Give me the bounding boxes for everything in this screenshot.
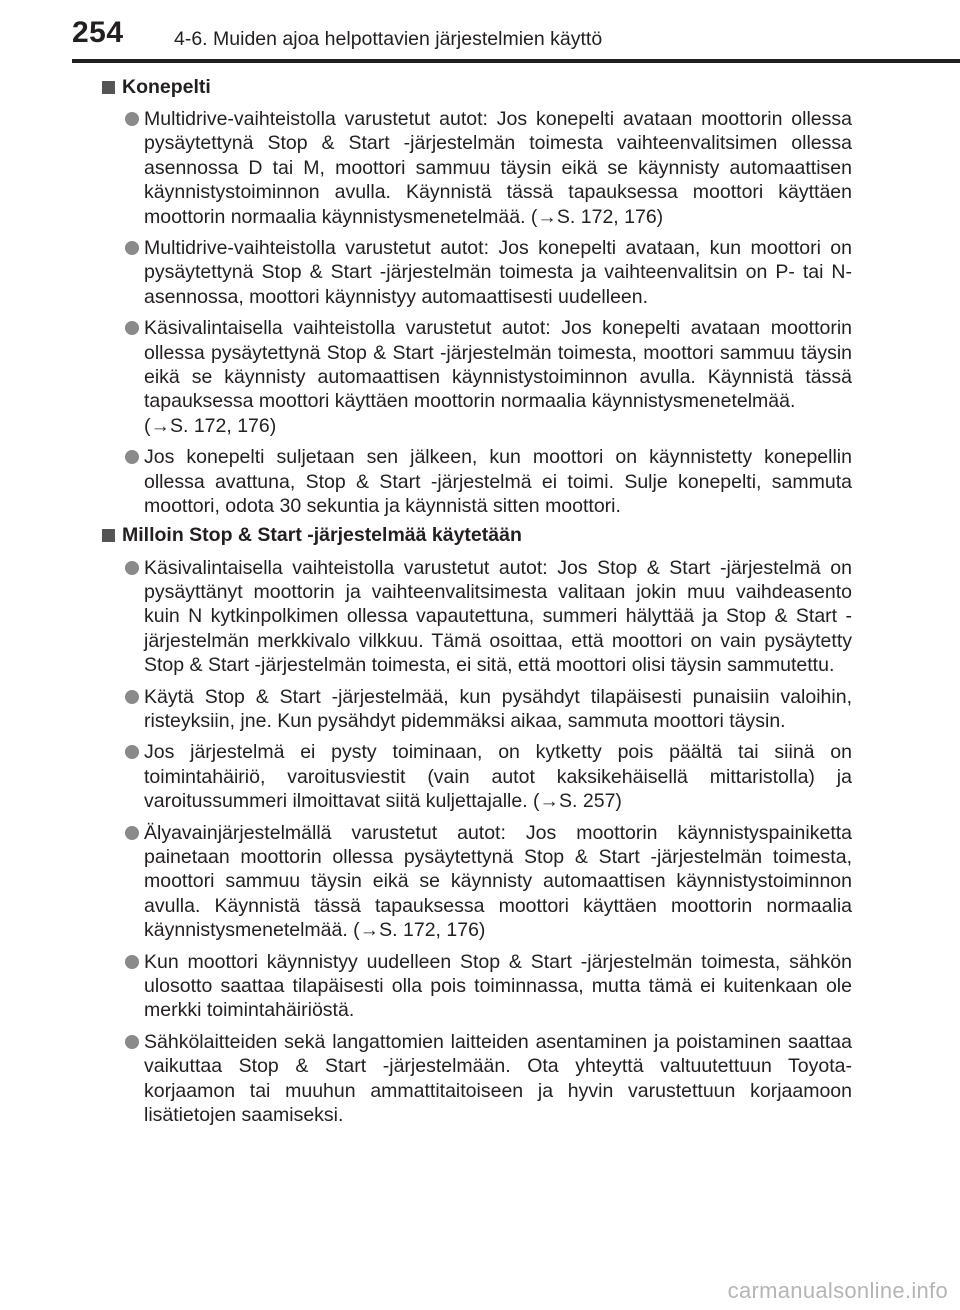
- page-content: [102, 70, 852, 1127]
- list-item: [102, 1030, 852, 1128]
- list-item-text: Multidrive-vaihteistolla varustetut autot: Jos konepelti avataan, kun moottori on pysäytettynä Stop & Start -järjestelmän toimesta ja vaihteenvalitsin on P- tai N-asennossa, moottori käynnistyy automaattisesti uudelleen.: [144, 237, 852, 308]
- square-bullet-icon: [102, 81, 115, 94]
- list-item: [102, 740, 852, 813]
- list-item: [102, 556, 852, 678]
- section-heading: [102, 523, 852, 549]
- circle-bullet-icon: [125, 690, 139, 704]
- circle-bullet-icon: [125, 745, 139, 759]
- section-heading-text: Konepelti: [122, 75, 211, 98]
- list-item-text: Käsivalintaisella vaihteistolla varustetut autot: Jos Stop & Start -järjestelmä on pysäyttänyt moottorin ja vaihteenvalitsimesta valitaan jokin muu vaihdeasento kuin N kytkinpolkimen ollessa vapautettuna, summeri hälyttää ja Stop & Start -järjestelmän merkkivalo vilkkuu. Tämä osoittaa, että moottori on vain pysäytetty Stop & Start -järjestelmän toimesta, ei sitä, että moottori olisi täysin sammutettu.: [144, 556, 852, 677]
- list-item-text: Jos järjestelmä ei pysty toiminaan, on kytketty pois päältä tai siinä on toimintahäiriö, varoitusviestit (vain autot kaksikehäisellä mittaristolla) ja varoitussummeri ilmoittavat siitä kuljettajalle. (→S. 257): [144, 741, 852, 813]
- list-item-text: Jos konepelti suljetaan sen jälkeen, kun moottori on käynnistetty konepellin ollessa avattuna, Stop & Start -järjestelmä ei toimi. Sulje konepelti, sammuta moottori, odota 30 sekuntia ja käynnistä sitten moottori.: [144, 446, 852, 518]
- circle-bullet-icon: [125, 450, 139, 464]
- circle-bullet-icon: [125, 561, 139, 575]
- circle-bullet-icon: [125, 112, 139, 126]
- square-bullet-icon: [102, 529, 115, 542]
- list-item-text: Käytä Stop & Start -järjestelmää, kun pysähdyt tilapäisesti punaisiin valoihin, risteyksiin, jne. Kun pysähdyt pidemmäksi aikaa, sammuta moottori täysin.: [144, 685, 852, 732]
- page-header-title: 4-6. Muiden ajoa helpottavien järjestelmien käyttö: [174, 28, 603, 50]
- list-item: [102, 316, 852, 438]
- list-item: [102, 445, 852, 518]
- list-item-text: Älyavainjärjestelmällä varustetut autot: Jos moottorin käynnistyspainiketta painetaan moottorin ollessa pysäytettynä Stop & Start -järjestelmän toimesta, moottori sammuu täysin eikä se käynnisty automaattisen käynnistystoiminnon avulla. Käynnistä tässä tapauksessa moottori käyttäen moottorin normaalia käynnistysmenetelmää. (→S. 172, 176): [144, 821, 852, 942]
- circle-bullet-icon: [125, 826, 139, 840]
- list-item-text: Multidrive-vaihteistolla varustetut autot: Jos konepelti avataan moottorin ollessa pysäytettynä Stop & Start -järjestelmän toimesta vaihteenvalitsimen ollessa asennossa D tai M, moottori sammuu täysin eikä se käynnisty automaattisen käynnistystoiminnon avulla. Käynnistä tässä tapauksessa moottori käyttäen moottorin normaalia käynnistysmenetelmää. (→S. 172, 176): [144, 108, 852, 228]
- list-item: [102, 685, 852, 734]
- list-item: [102, 950, 852, 1023]
- header-rule: [72, 59, 960, 63]
- list-item: [102, 821, 852, 943]
- list-item-text: Käsivalintaisella vaihteistolla varustetut autot: Jos konepelti avataan moottorin ollessa pysäytettynä Stop & Start -järjestelmän toimesta, moottori sammuu täysin eikä se käynnisty automaattisen käynnistystoiminnon avulla. Käynnistä tässä tapauksessa moottori käyttäen moottorin normaalia käynnistysmenetelmää. (→S. 172, 176): [144, 317, 852, 437]
- circle-bullet-icon: [125, 241, 139, 255]
- page-number: 254: [72, 16, 124, 49]
- circle-bullet-icon: [125, 955, 139, 969]
- list-item: [102, 107, 852, 229]
- circle-bullet-icon: [125, 1035, 139, 1049]
- list-item-text: Sähkölaitteiden sekä langattomien laitteiden asentaminen ja poistaminen saattaa vaikuttaa Stop & Start -järjestelmään. Ota yhteyttä valtuutettuun Toyota-korjaamon tai muuhun ammattitaitoiseen ja hyvin varustettuun korjaamoon lisätietojen saamiseksi.: [144, 1030, 852, 1127]
- section-milloin-stop-start: [102, 523, 852, 1128]
- section-konepelti: [102, 74, 852, 519]
- watermark-link[interactable]: carmanualsonline.info: [727, 1278, 948, 1303]
- list-item: [102, 236, 852, 309]
- section-heading: [102, 74, 852, 100]
- section-heading-text: Milloin Stop & Start -järjestelmää käytetään: [122, 524, 522, 547]
- circle-bullet-icon: [125, 321, 139, 335]
- list-item-text: Kun moottori käynnistyy uudelleen Stop & Start -järjestelmän toimesta, sähkön ulosotto saattaa tilapäisesti olla pois toiminnassa, mutta tämä ei kuitenkaan ole merkki toimintahäiriöstä.: [144, 950, 852, 1022]
